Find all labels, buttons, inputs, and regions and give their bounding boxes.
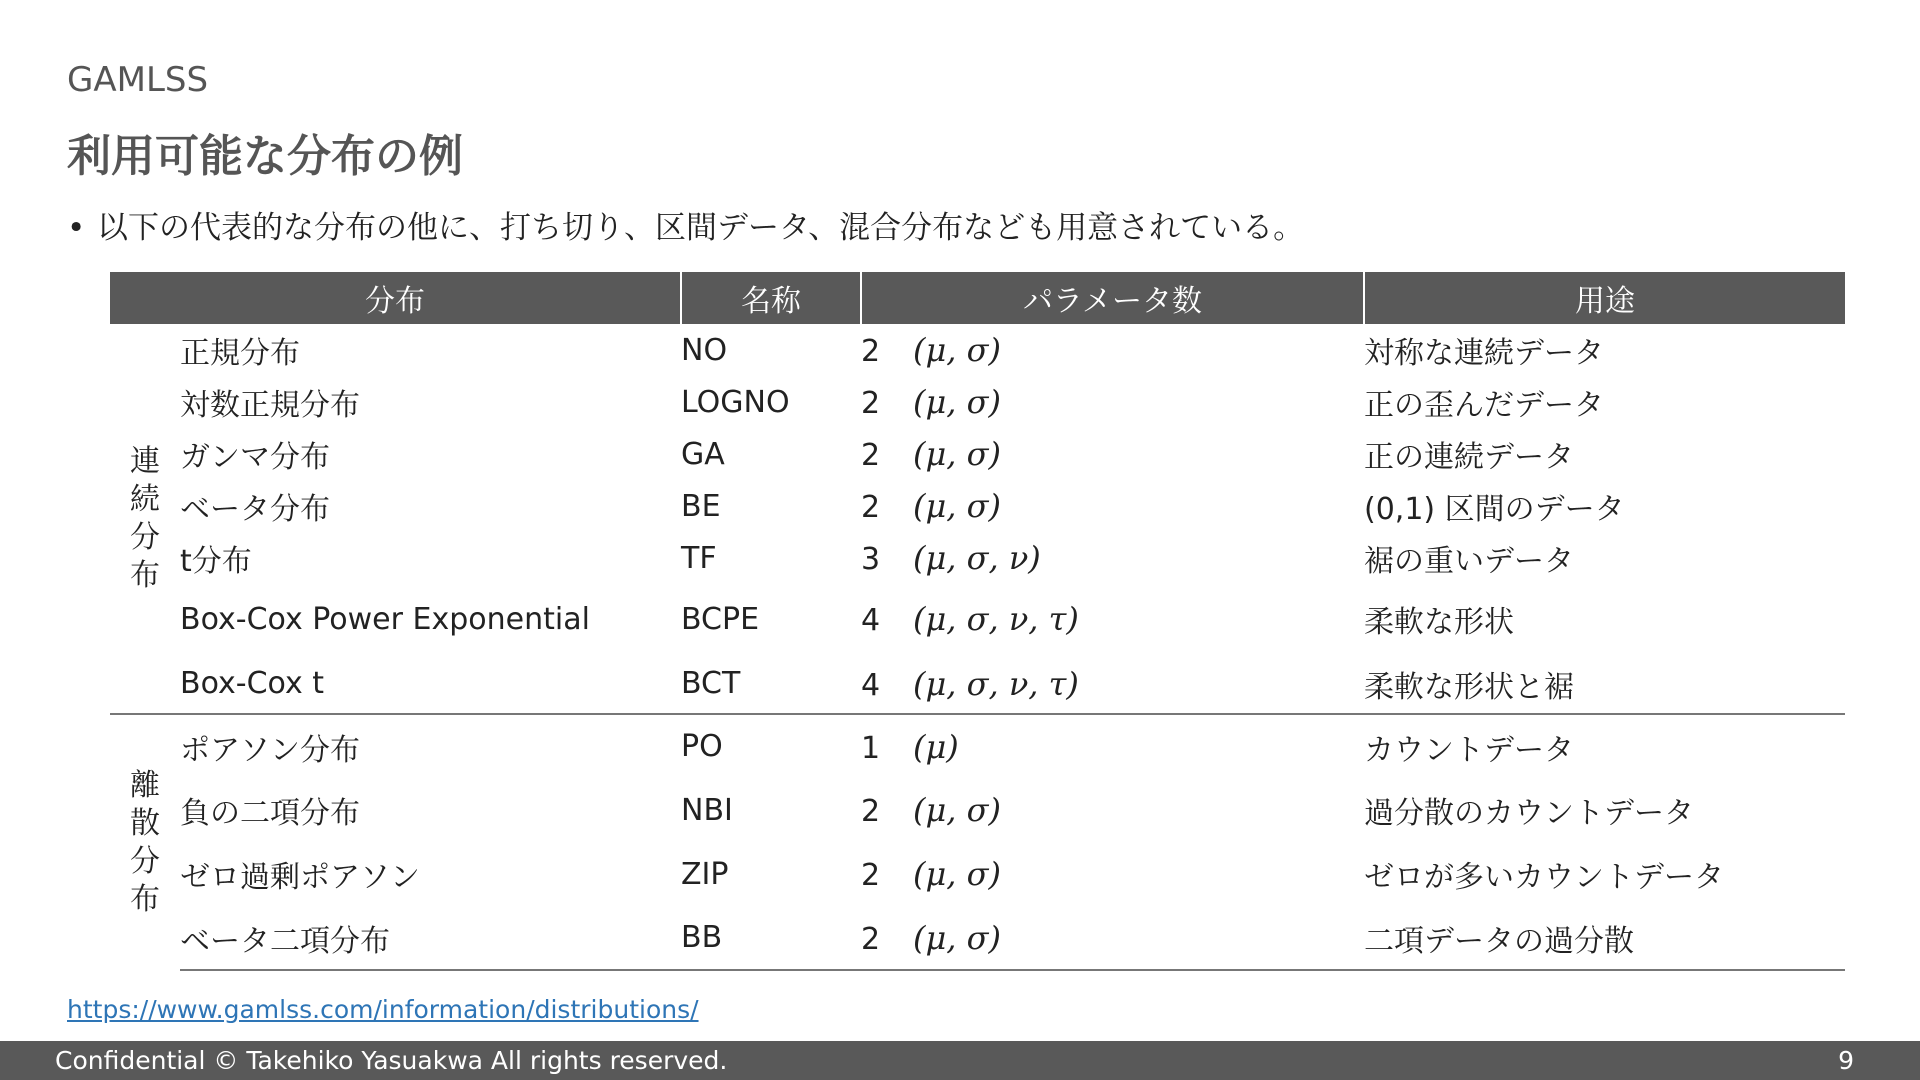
dist-code: TF [681,540,717,576]
table-header-row [110,272,1845,324]
footer-bar [0,1041,1920,1080]
table-row [110,376,1845,428]
bullet-text: 以下の代表的な分布の他に、打ち切り、区間データ、混合分布なども用意されている。 [97,210,1305,246]
dist-code: BB [681,906,861,970]
group-char: 布 [130,881,160,917]
group-char: 散 [130,805,160,841]
dist-name: t分布 [180,544,252,579]
param-list: (μ, σ) [913,791,1001,829]
table-row [110,654,1845,714]
group-label-discrete [110,714,180,970]
dist-code: BCPE [681,601,760,637]
param-count: 2 [861,334,881,369]
param-cell [861,480,1364,532]
group-char: 布 [130,557,160,593]
param-cell [861,376,1364,428]
dist-usage: 柔軟な形状と裾 [1364,669,1574,705]
dist-usage: ゼロが多いカウントデータ [1364,860,1724,895]
param-count: 4 [861,603,881,638]
param-list: (μ, σ) [913,331,1001,369]
reference-link[interactable]: https://www.gamlss.com/information/distributions/ [67,995,699,1024]
dist-usage: 二項データの過分散 [1364,906,1845,970]
param-cell [861,778,1364,842]
dist-name: ポアソン分布 [180,714,681,778]
param-count: 2 [861,858,881,893]
param-count: 4 [861,667,881,703]
slide-title: 利用可能な分布の例 [67,131,463,182]
table-row [110,480,1845,532]
param-count: 2 [861,921,881,957]
bullet-point [67,202,1304,247]
dist-usage: 正の連続データ [1364,440,1574,475]
dist-code: GA [681,436,725,472]
dist-code: PO [681,714,861,778]
page-number: 9 [1838,1046,1854,1075]
param-list: (μ, σ, ν, τ) [913,664,1079,703]
param-count: 2 [861,386,881,421]
dist-usage: (0,1) 区間のデータ [1364,492,1625,527]
dist-name: ベータ二項分布 [180,906,681,970]
param-count: 2 [861,490,881,525]
param-list: (μ, σ) [913,383,1001,421]
header-name: 名称 [681,272,861,324]
param-cell [861,654,1364,714]
dist-code: NO [681,332,728,368]
dist-usage: 過分散のカウントデータ [1364,796,1694,831]
param-cell [861,714,1364,778]
bullet-icon: • [67,210,86,246]
table-row [110,532,1845,584]
group-char: 離 [130,767,160,803]
table-row [110,778,1845,842]
section-label: GAMLSS [67,60,209,100]
copyright-text: Confidential © Takehiko Yasuakwa All rights reserved. [55,1046,728,1075]
table-row [110,714,1845,778]
param-list: (μ, σ, ν, τ) [913,600,1079,638]
distribution-table [110,272,1845,971]
dist-name: Box-Cox Power Exponential [180,601,590,637]
param-count: 3 [861,542,881,577]
table-row [110,428,1845,480]
dist-name: Box-Cox t [180,666,325,701]
param-list: (μ, σ, ν) [913,539,1041,577]
param-count: 2 [861,438,881,473]
dist-code: NBI [681,792,733,828]
dist-name: 対数正規分布 [180,388,360,423]
header-usage: 用途 [1364,272,1845,324]
dist-name: ゼロ過剰ポアソン [180,860,420,895]
table-row [110,906,1845,970]
param-list: (μ, σ) [913,855,1001,893]
dist-code: BCT [681,666,741,701]
dist-name: 負の二項分布 [180,796,360,831]
dist-usage: 対称な連続データ [1364,336,1604,371]
table-row [110,584,1845,654]
param-list: (μ, σ) [913,487,1001,525]
param-list: (μ, σ) [913,435,1001,473]
dist-usage: 正の歪んだデータ [1364,388,1604,423]
dist-code: LOGNO [681,384,790,420]
param-count: 1 [861,730,881,766]
dist-name: ベータ分布 [180,492,330,527]
param-cell [861,532,1364,584]
dist-usage: 柔軟な形状 [1364,605,1514,640]
group-char: 続 [130,481,160,517]
dist-code: ZIP [681,856,729,892]
table-row [110,842,1845,906]
param-cell [861,324,1364,376]
header-distribution: 分布 [110,272,681,324]
group-char: 分 [130,843,160,879]
param-list: (μ, σ) [913,918,1001,957]
header-param-count: パラメータ数 [861,272,1364,324]
group-char: 分 [130,519,160,555]
param-count: 2 [861,794,881,829]
dist-usage: 裾の重いデータ [1364,544,1574,579]
param-cell [861,428,1364,480]
dist-code: BE [681,488,721,524]
param-list: (μ) [913,727,959,766]
table-row [110,324,1845,376]
dist-usage: カウントデータ [1364,714,1845,778]
dist-name: 正規分布 [180,336,300,371]
param-cell [861,906,1364,970]
param-cell [861,584,1364,654]
group-char: 連 [130,443,160,479]
param-cell [861,842,1364,906]
group-label-continuous [110,324,180,714]
dist-name: ガンマ分布 [180,440,330,475]
